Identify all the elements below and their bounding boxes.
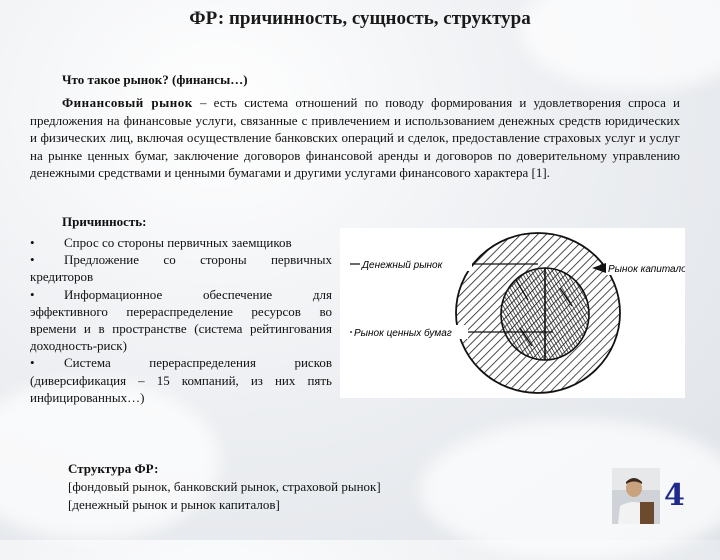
list-item: • Система перераспределения рисков (диверсификация – 15 компаний, из них пять инфицированных…)	[30, 355, 332, 405]
structure-heading: Структура ФР:	[68, 461, 159, 476]
definition-term: Финансовый рынок	[62, 95, 193, 110]
definition-text: – есть система отношений по поводу формирования и удовлетворения спроса и предложения на финансовые услуги, связанные с привлечением и использованием денежных средств юридических и физических лиц, включая осуществление банковских операций и сделок, предоставление страховых услуг и услуг на рынке ценных бумаг, заключение договоров финансовой аренды и договоров по доверительному управлению денежными средствами и ценными бумагами и другими услугами финансового характера [1].	[30, 95, 680, 180]
definition-paragraph	[30, 94, 680, 182]
list-item: • Информационное обеспечение для эффективного перераспределение ресурсов во времени и в пространстве (система рейтингования доходность-риск)	[30, 286, 332, 354]
capital-market-label: Рынок капиталов	[608, 264, 685, 275]
structure-line-2: [денежный рынок и рынок капиталов]	[68, 497, 280, 512]
causality-list	[30, 234, 332, 406]
securities-market-label: Рынок ценных бумаг	[354, 328, 452, 339]
structure-block	[68, 460, 381, 514]
question-heading: Что такое рынок? (финансы…)	[62, 72, 248, 87]
structure-line-1: [фондовый рынок, банковский рынок, страховой рынок]	[68, 479, 381, 494]
slide-title: ФР: причинность, сущность, структура	[189, 8, 531, 29]
presenter-photo	[612, 468, 660, 524]
market-diagram-svg	[340, 228, 685, 398]
money-market-label: Денежный рынок	[362, 260, 443, 271]
page-number: 4	[664, 478, 685, 513]
list-item: • Спрос со стороны первичных заемщиков	[30, 235, 292, 250]
causality-heading: Причинность:	[62, 214, 147, 229]
list-item: • Предложение со стороны первичных кредиторов	[30, 252, 332, 285]
market-structure-diagram	[340, 228, 685, 398]
